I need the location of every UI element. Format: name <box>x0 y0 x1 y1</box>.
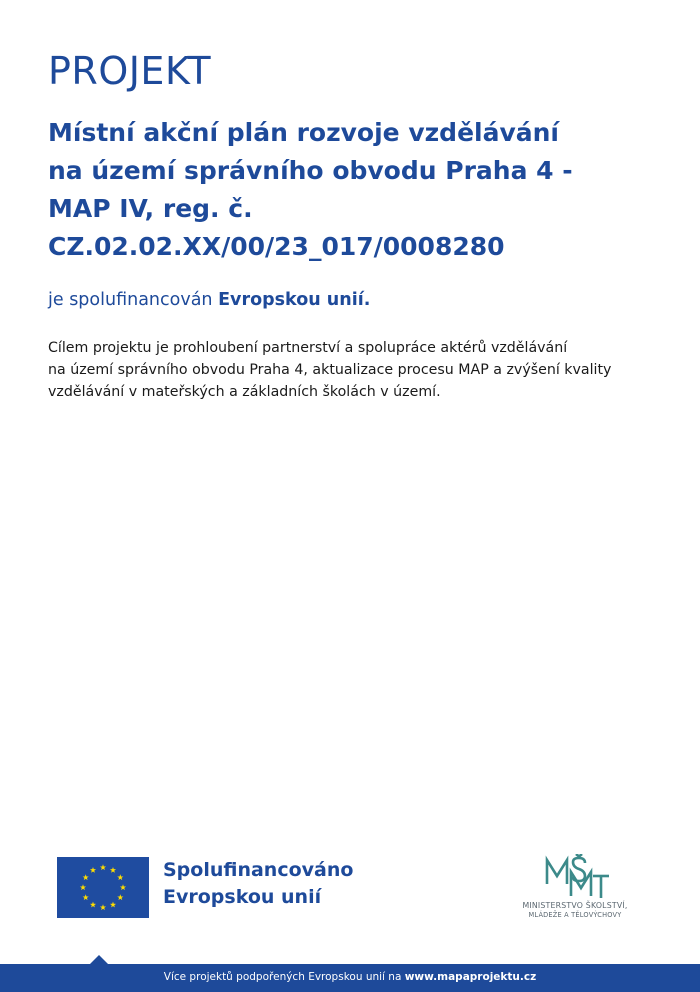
project-description <box>48 337 668 403</box>
description-line: na území správního obvodu Praha 4, aktualizace procesu MAP a zvýšení kvality <box>48 362 612 378</box>
eu-star-icon <box>120 884 126 890</box>
document-heading: PROJEKT <box>48 49 212 93</box>
footer-text: Více projektů podpořených Evropskou unií na <box>163 971 402 983</box>
eu-star-icon <box>83 894 89 900</box>
project-title-line: CZ.02.02.XX/00/23_017/0008280 <box>48 232 505 261</box>
eu-star-icon <box>117 894 123 900</box>
msmt-logo-icon <box>543 854 613 900</box>
eu-label-line2: Evropskou unií <box>163 886 322 908</box>
cofinanced-prefix: je spolufinancován <box>48 290 213 310</box>
eu-cofinanced-label <box>163 857 353 911</box>
msmt-logo <box>505 850 655 925</box>
eu-label-line1: Spolufinancováno <box>163 859 354 881</box>
project-title-line: Místní akční plán rozvoje vzdělávání <box>48 118 559 147</box>
eu-star-icon <box>83 874 89 880</box>
cofinanced-eu: Evropskou unií. <box>218 290 371 310</box>
msmt-name-line1: MINISTERSTVO ŠKOLSTVÍ, <box>522 901 628 910</box>
footer-link[interactable]: www.mapaprojektu.cz <box>404 971 537 983</box>
description-line: vzdělávání v mateřských a základních školách v území. <box>48 384 441 400</box>
eu-star-icon <box>110 902 116 908</box>
description-line: Cílem projektu je prohloubení partnerství a spolupráce aktérů vzdělávání <box>48 340 568 356</box>
eu-star-icon <box>117 874 123 880</box>
msmt-name-line2: MLÁDEŽE A TĚLOVÝCHOVY <box>528 911 622 919</box>
cofinanced-statement <box>48 290 370 310</box>
project-title <box>48 114 668 266</box>
eu-star-icon <box>100 864 106 870</box>
eu-flag-icon <box>57 857 149 918</box>
eu-star-icon <box>90 902 96 908</box>
eu-star-icon <box>90 867 96 873</box>
project-title-line: MAP IV, reg. č. <box>48 194 253 223</box>
project-title-line: na území správního obvodu Praha 4 - <box>48 156 573 185</box>
eu-star-icon <box>100 904 106 910</box>
eu-star-icon <box>80 884 86 890</box>
footer-bar <box>0 964 700 992</box>
eu-star-icon <box>110 867 116 873</box>
